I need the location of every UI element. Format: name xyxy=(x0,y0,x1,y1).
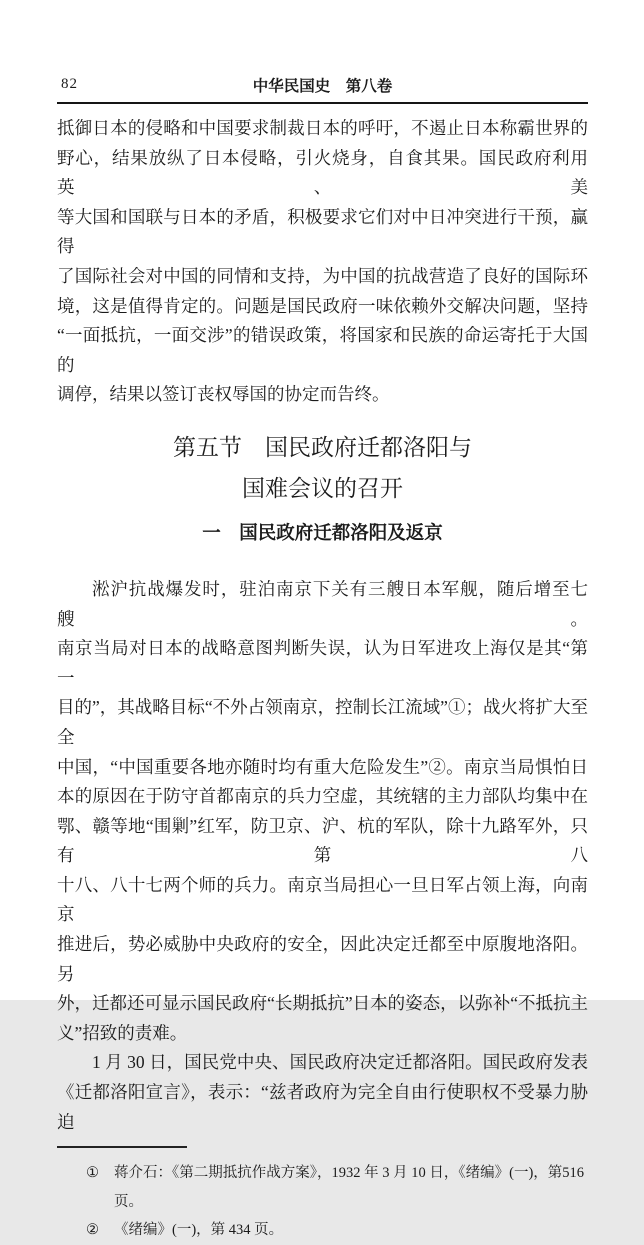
body-line: 1 月 30 日，国民党中央、国民政府决定迁都洛阳。国民政府发表 xyxy=(92,1052,588,1073)
footnote-marker: ① xyxy=(86,1165,99,1182)
body-line: 《迁都洛阳宣言》，表示：“兹者政府为完全自由行使职权不受暴力胁迫 xyxy=(57,1082,588,1132)
page-number: 82 xyxy=(61,76,78,92)
footnote-item xyxy=(57,1159,588,1216)
footnotes xyxy=(57,1159,588,1245)
paragraph-2 xyxy=(57,575,588,1049)
body-line: 本的原因在于防守首都南京的兵力空虚，其统辖的主力部队均集中在 xyxy=(57,786,588,807)
body-line: 目的”，其战略目标“不外占领南京，控制长江流域”①；战火将扩大至全 xyxy=(57,697,588,747)
body-line: 十八、八十七两个师的兵力。南京当局担心一旦日军占领上海，向南京 xyxy=(57,874,588,925)
footnote-text: 《绪编》(一)，第 434 页。 xyxy=(114,1222,284,1239)
section-heading-line-1: 第五节 国民政府迁都洛阳与 xyxy=(173,434,472,460)
body-line: 了国际社会对中国的同情和支持，为中国的抗战营造了良好的国际环 xyxy=(57,265,588,286)
footnote-text: 蒋介石：《第二期抵抗作战方案》，1932 年 3 月 10 日，《绪编》(一)，第516 页。 xyxy=(114,1165,585,1210)
body-line: 推进后，势必威胁中央政府的安全，因此决定迁都至中原腹地洛阳。另 xyxy=(57,934,588,984)
subsection-heading: 一 国民政府迁都洛阳及返京 xyxy=(202,521,443,543)
footnote-item xyxy=(57,1216,588,1245)
header-rule xyxy=(57,102,588,104)
body-line: 野心，结果放纵了日本侵略，引火烧身，自食其果。国民政府利用英、美 xyxy=(57,147,588,198)
paragraph-3 xyxy=(57,1048,588,1137)
section-heading-line-2: 国难会议的召开 xyxy=(242,475,403,501)
footnote-marker: ② xyxy=(86,1222,99,1239)
body-line: 抵御日本的侵略和中国要求制裁日本的呼吁，不遏止日本称霸世界的 xyxy=(57,118,588,138)
body-line: 南京当局对日本的战略意图判断失误，认为日军进攻上海仅是其“第一 xyxy=(57,638,588,688)
page-content xyxy=(57,0,588,1245)
section-heading xyxy=(57,427,588,509)
body-line: 外，迁都还可显示国民政府“长期抵抗”日本的姿态，以弥补“不抵抗主 xyxy=(57,993,588,1014)
body-line: “一面抵抗，一面交涉”的错误政策，将国家和民族的命运寄托于大国的 xyxy=(57,325,588,375)
footnote-divider xyxy=(57,1146,187,1148)
body-line: 中国，“中国重要各地亦随时均有重大危险发生”②。南京当局惧怕日 xyxy=(57,756,588,777)
book-title: 中华民国史 第八卷 xyxy=(252,78,393,95)
body-line: 鄂、赣等地“围剿”红军，防卫京、沪、杭的军队，除十九路军外，只有第八 xyxy=(57,815,588,866)
body-line: 调停，结果以签订丧权辱国的协定而告终。 xyxy=(57,384,390,405)
body-line: 境，这是值得肯定的。问题是国民政府一味依赖外交解决问题，坚持 xyxy=(57,295,588,316)
running-header xyxy=(57,74,588,98)
body-line: 淞沪抗战爆发时，驻泊南京下关有三艘日本军舰，随后增至七艘。 xyxy=(57,578,588,629)
paragraph-1 xyxy=(57,114,588,410)
body-line: 等大国和国联与日本的矛盾，积极要求它们对中日冲突进行干预，赢得 xyxy=(57,206,588,257)
body-line: 义”招致的责难。 xyxy=(57,1022,188,1043)
